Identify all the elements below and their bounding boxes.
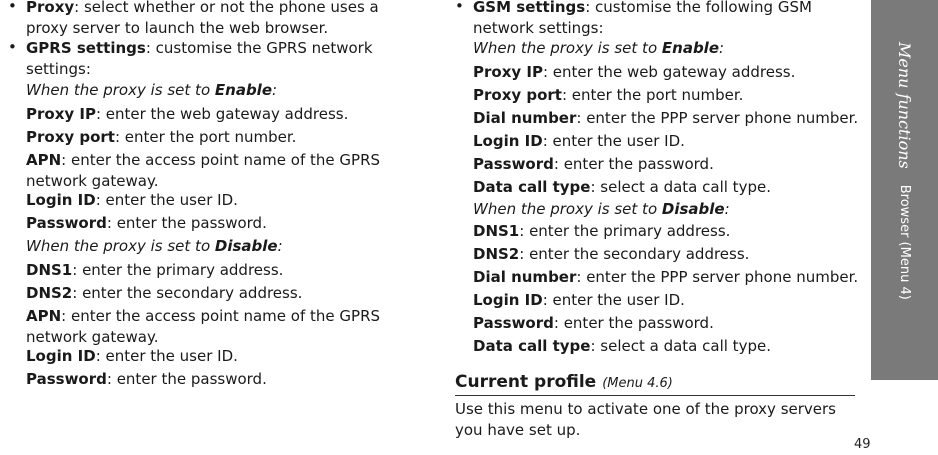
gsm-when-disable: When the proxy is set to Disable: [473, 200, 730, 218]
page-number: 49 [854, 437, 871, 452]
gprs-password-disable: Password: enter the password. [26, 370, 267, 388]
bullet-icon: • [455, 0, 464, 15]
sidebar-subtitle: Browser (Menu 4) [897, 184, 912, 300]
bullet-icon: • [8, 0, 17, 15]
gsm-data-call-type: Data call type: select a data call type. [473, 178, 771, 196]
gsm-password: Password: enter the password. [473, 155, 714, 173]
sidebar-text [871, 0, 938, 380]
section-heading [455, 372, 855, 396]
gsm-when-enable: When the proxy is set to Enable: [473, 39, 725, 57]
gprs-proxy-ip: Proxy IP: enter the web gateway address. [26, 105, 349, 123]
gsm-login-id: Login ID: enter the user ID. [473, 132, 685, 150]
section-title: Current profile [455, 372, 597, 392]
gsm-dns2: DNS2: enter the secondary address. [473, 245, 750, 263]
gprs-when-enable: When the proxy is set to Enable: [26, 81, 278, 99]
gsm-settings-item: GSM settings: customise the following GSM network settings: [473, 0, 812, 37]
gsm-dial-number: Dial number: enter the PPP server phone number. [473, 109, 859, 127]
gsm-data-call-type-disable: Data call type: select a data call type. [473, 337, 771, 355]
gsm-login-id-disable: Login ID: enter the user ID. [473, 291, 685, 309]
proxy-item: Proxy: select whether or not the phone uses a proxy server to launch the web browser. [26, 0, 379, 37]
gprs-login-id-disable: Login ID: enter the user ID. [26, 347, 238, 365]
gprs-when-disable: When the proxy is set to Disable: [26, 237, 283, 255]
gprs-apn: APN: enter the access point name of the GPRS network gateway. [26, 151, 381, 190]
gprs-apn-disable: APN: enter the access point name of the GPRS network gateway. [26, 307, 381, 346]
gsm-proxy-ip: Proxy IP: enter the web gateway address. [473, 63, 796, 81]
gprs-dns1: DNS1: enter the primary address. [26, 261, 284, 279]
bullet-icon: • [8, 38, 17, 56]
gsm-proxy-port: Proxy port: enter the port number. [473, 86, 744, 104]
section-body: Use this menu to activate one of the proxy servers you have set up. [455, 400, 836, 439]
sidebar-title: Menu functions [895, 42, 914, 169]
gsm-dns1: DNS1: enter the primary address. [473, 222, 731, 240]
gprs-proxy-port: Proxy port: enter the port number. [26, 128, 297, 146]
gprs-settings-item: GPRS settings: customise the GPRS network settings: [26, 39, 373, 78]
gprs-password: Password: enter the password. [26, 214, 267, 232]
gsm-password-disable: Password: enter the password. [473, 314, 714, 332]
chapter-sidebar-tab [871, 0, 938, 380]
gsm-dial-number-disable: Dial number: enter the PPP server phone number. [473, 268, 859, 286]
gprs-dns2: DNS2: enter the secondary address. [26, 284, 303, 302]
gprs-login-id: Login ID: enter the user ID. [26, 191, 238, 209]
section-menu-ref: (Menu 4.6) [602, 376, 673, 391]
